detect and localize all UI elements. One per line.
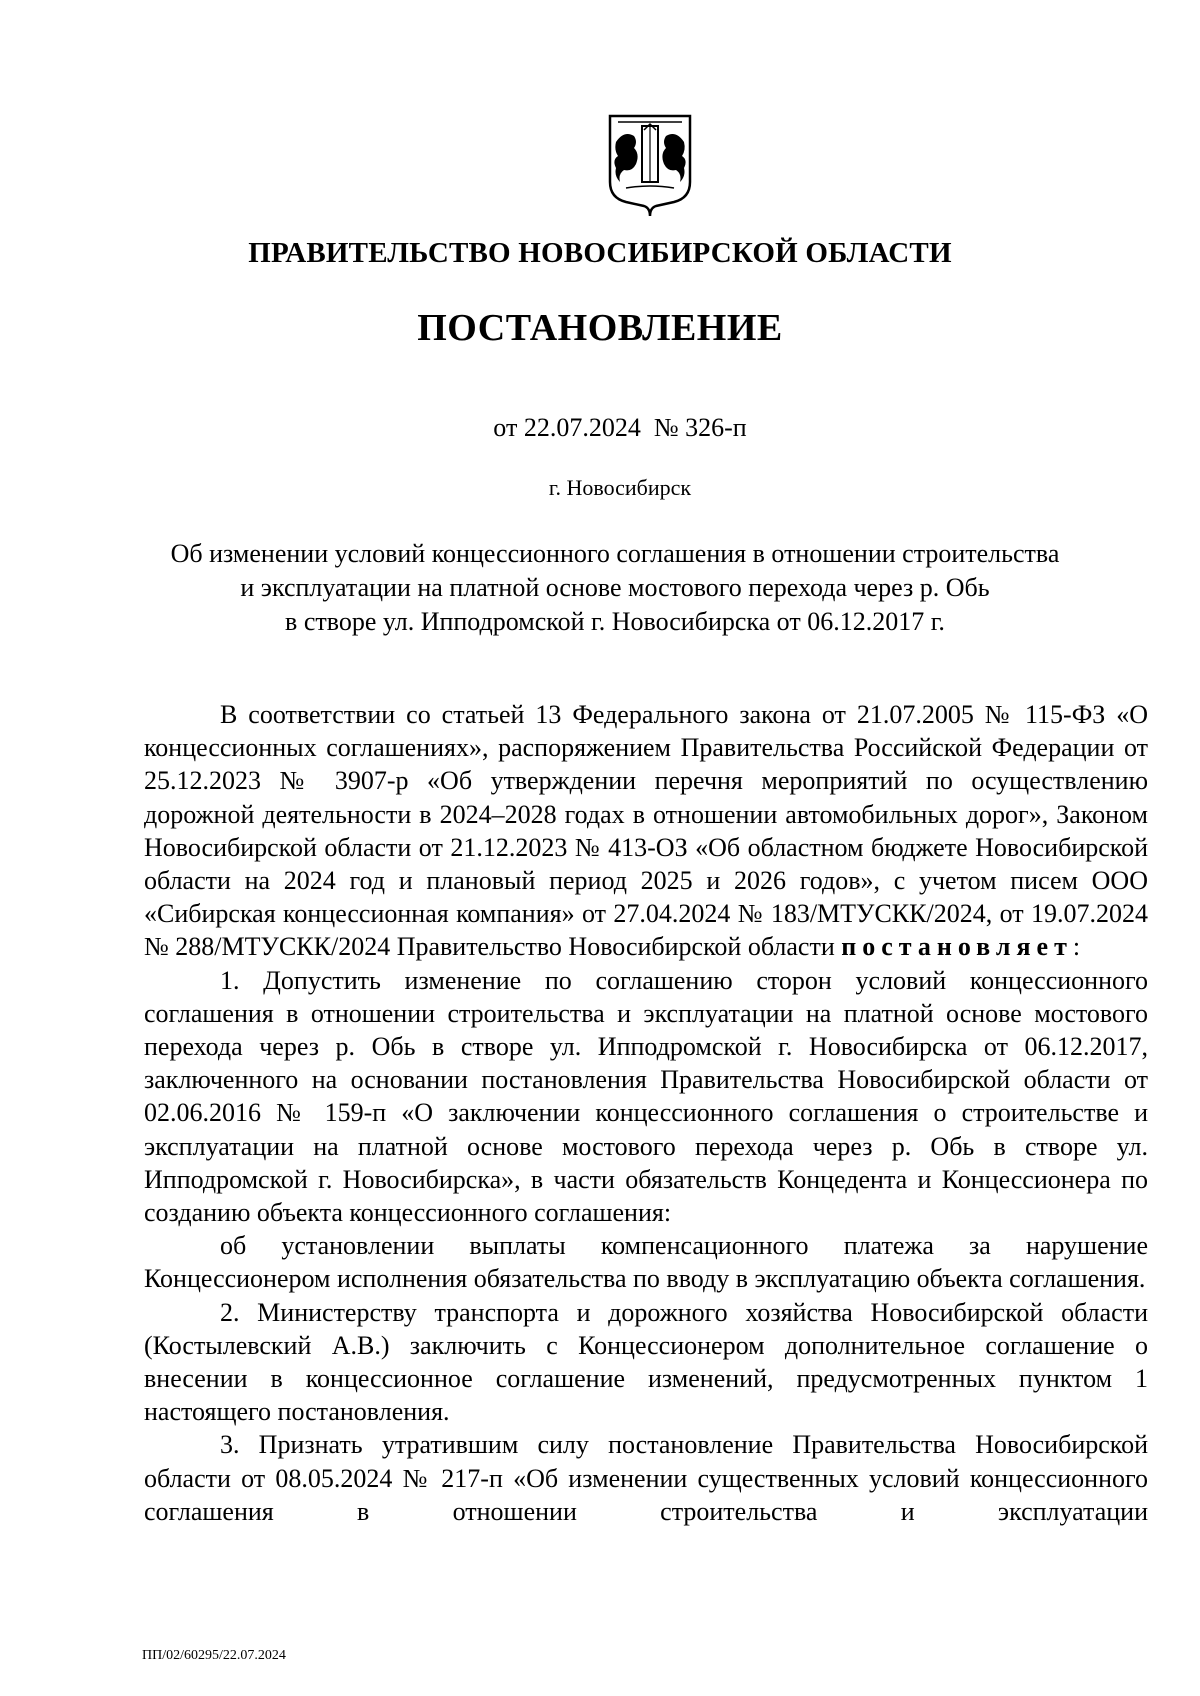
preamble-end: Правительство Новосибирской области	[396, 932, 842, 962]
emblem	[604, 112, 696, 218]
item-1: 1. Допустить изменение по соглашению сторон условий концессионного соглашения в отношении строительства и эксплуатации на платной основе мостового перехода через р. Обь в створе ул. Ипподромской г. Новосибирска от 06.12.2017, заключенного на основании постановления Правительства Новосибирской области от 02.06.2016 № 159-п «О заключении концессионного соглашения о строительстве и эксплуатации на платной основе мостового перехода через р. Обь в створе ул. Ипподромской г. Новосибирска», в части обязательств Концедента и Концессионера по созданию объекта концессионного соглашения:	[144, 965, 1148, 1228]
document-title	[130, 537, 1100, 639]
document-body	[144, 698, 1148, 1528]
novosibirsk-coat-of-arms-icon	[604, 112, 696, 218]
title-line: Об изменении условий концессионного соглашения в отношении строительства	[170, 539, 1060, 568]
item-2: 2. Министерству транспорта и дорожного хозяйства Новосибирской области (Костылевский А.В.) заключить с Концессионером дополнительное соглашение о внесении в концессионное соглашение изменений, предусмотренных пунктом 1 настоящего постановления.	[144, 1297, 1148, 1427]
footer-code: ПП/02/60295/22.07.2024	[142, 1648, 286, 1663]
date-and-number: от 22.07.2024 № 326-п	[493, 413, 747, 442]
item-1-subparagraph: об установлении выплаты компенсационного платежа за нарушение Концессионером исполнения обязательства по вводу в эксплуатацию объекта соглашения.	[144, 1231, 1148, 1294]
decree-colon: :	[1072, 932, 1081, 962]
preamble-text: В соответствии со статьей 13 Федерального закона от 21.07.2005 № 115-ФЗ «О концессионных соглашениях», распоряжением Правительства Российской Федерации от 25.12.2023 № 3907-р «Об утверждении перечня мероприятий по осуществлению дорожной деятельности в 2024–2028 годах в отношении автомобильных дорог», Законом Новосибирской области от 21.12.2023 № 413-ОЗ «Об областном бюджете Новосибирской области на 2024 год и плановый период 2025 и 2026 годов», с учетом писем ООО «Сибирская концессионная компания» от 27.04.2024 № 183/МТУСКК/2024, от 19.07.2024 № 288/МТУСКК/2024	[144, 700, 1148, 962]
title-line: и эксплуатации на платной основе мостового перехода через р. Обь	[240, 573, 990, 602]
organization-name: ПРАВИТЕЛЬСТВО НОВОСИБИРСКОЙ ОБЛАСТИ	[248, 237, 952, 269]
preamble-paragraph	[144, 698, 1148, 964]
city: г. Новосибирск	[548, 475, 692, 500]
decree-word: постановляет	[841, 932, 1073, 962]
document-type: ПОСТАНОВЛЕНИЕ	[417, 307, 783, 349]
title-line: в створе ул. Ипподромской г. Новосибирска от 06.12.2017 г.	[285, 607, 945, 636]
item-3: 3. Признать утратившим силу постановление Правительства Новосибирской области от 08.05.2024 № 217-п «Об изменении существенных условий концессионного соглашения в отношении строительства и эксплуатации	[144, 1430, 1148, 1526]
